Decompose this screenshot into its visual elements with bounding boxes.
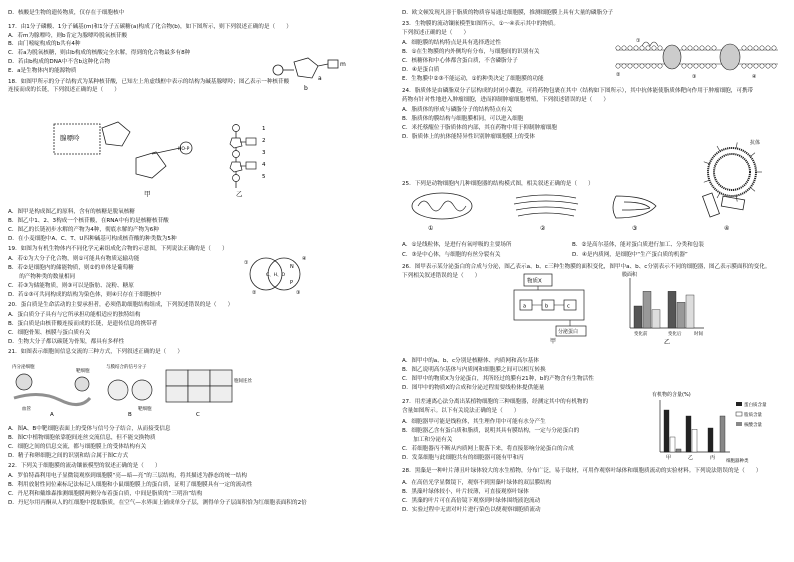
legend-lipid: 脂质含量 — [744, 413, 762, 418]
text-line: 药物有针对性地进入肿瘤细胞，进而抑制肿瘤细胞增殖，下列叙述错误的是（ ） — [402, 97, 609, 103]
target-label-a: 靶细胞 — [76, 369, 90, 374]
phospholipid-head — [682, 46, 686, 50]
phospholipid-head — [634, 64, 638, 68]
venn-r1: ① — [244, 260, 249, 266]
text-line: A．罗伯特森利用电子显微镜观察到细胞膜“亮—暗—亮”的三层结构，将其描述为静态的统一结构 — [8, 473, 247, 479]
text-line: A．若m为腺嘌呤，则b肯定为腺嘌呤脱氧核苷酸 — [8, 33, 128, 39]
plant-cells — [166, 370, 232, 402]
bar-1-1 — [692, 429, 697, 452]
chart27-ylabel: 有机物的含量(%) — [652, 392, 691, 398]
text-line: B．图乙中1、2、3构成一个核苷酸，在RNA中有的是核糖核苷酸 — [8, 218, 169, 224]
plasmodesmata-label: 胞间连丝 — [234, 379, 252, 384]
text-line: E．a是生物体内的能源物质 — [8, 68, 77, 74]
antibody-mark — [717, 146, 720, 151]
phospholipid-head — [712, 64, 716, 68]
organelle-1: ① — [428, 225, 434, 232]
vessel-label: 血管 — [22, 407, 31, 412]
text-line: C．若a为脱氧核糖，则由b构成的核酸完全水解，得到的化合物最多有8种 — [8, 50, 191, 56]
text-line: D．发菜细胞与此细胞共有的细胞器可能有甲和丙 — [402, 455, 524, 461]
phospholipid-head — [748, 46, 752, 50]
text-line: D．若①③可共同构成的结构为染色体，则④只存在于细胞核中 — [8, 292, 162, 298]
phospholipid-head — [760, 46, 764, 50]
phospholipid-head — [652, 46, 656, 50]
phospholipid-head — [640, 46, 644, 50]
legend-protein-swatch — [736, 402, 742, 406]
phospholipid-head — [616, 64, 620, 68]
bar-1-2 — [686, 295, 694, 328]
flow-b: b — [545, 303, 549, 310]
chart27-tick2: 乙 — [688, 455, 694, 461]
phospholipid-head — [706, 46, 710, 50]
flow-a: a — [523, 303, 527, 310]
text-line: B．图C中植物细胞依靠胞间连丝交流信息，但不能交换物质 — [8, 435, 156, 441]
chart26-ylabel: 膜面积 — [622, 272, 638, 278]
membrane-area-chart — [620, 270, 710, 346]
substance-x: 物质X — [527, 278, 542, 285]
phospholipid-head — [748, 64, 752, 68]
text-line: A．图甲中的a、b、c分别是核糖体、内质网和高尔基体 — [402, 358, 539, 364]
text-line: A．细胞膜的结构特点是具有选择透过性 — [402, 40, 501, 46]
phospholipid-head — [742, 64, 746, 68]
text-line: B．利用放射性同位素标记法标记人细胞和小鼠细胞膜上的蛋白质，证明了细胞膜具有一定的流动性 — [8, 482, 253, 488]
text-line: A．细胞器甲可能是线粒体，其生理作用中可能有水分产生 — [402, 419, 546, 425]
phospholipid-head — [616, 46, 620, 50]
phospholipid-head — [622, 46, 626, 50]
bar-0-2 — [676, 449, 681, 452]
bar-2-2 — [720, 416, 725, 452]
organelles-figure — [406, 190, 776, 234]
bar-1-0 — [668, 291, 676, 328]
element-venn-figure — [240, 250, 310, 298]
label-A: A — [50, 412, 54, 418]
phospholipid-head — [646, 46, 650, 50]
text-line: 24．脂质体是由磷脂双分子层构成的封闭小囊泡，可将药物包裹在其中（结构如下图所示），其中抗体能使脂质体靶向作用于肿瘤细胞，可携带 — [402, 88, 754, 94]
text-line: 的产物种类的数量相同 — [8, 274, 76, 280]
venn-r3: ③ — [296, 290, 301, 296]
text-line: D．脂质体上的抗体能特异性识别肿瘤细胞膜上的受体 — [402, 134, 535, 140]
legend-lipid-swatch — [736, 412, 742, 416]
text-line: 20．蛋白质是生命活动的主要承担者，必须借助细胞结构组成，下列叙述错误的是（ ） — [8, 302, 234, 308]
phospholipid-head — [700, 46, 704, 50]
label-jia: 甲 — [144, 190, 151, 198]
phospholipid-head — [652, 64, 656, 68]
secreted-protein: 分泌蛋白 — [558, 329, 579, 335]
chart26-tick1: 变化前 — [634, 332, 648, 337]
venn-p: P — [290, 280, 294, 286]
chain-n4: 4 — [262, 162, 266, 168]
cell-signal-figure — [10, 362, 250, 418]
text-line: A．①是线粒体，是进行有氧呼吸的主要场所 — [402, 242, 512, 248]
text-line: B．黑藻叶绿体较小，叶片较薄，可直接观察叶绿体 — [402, 489, 529, 495]
text-line: D．在小麦细胞中A、C、T、U四种碱基可构成核苷酸的种类数为5种 — [8, 236, 177, 242]
phospholipid-head — [772, 64, 776, 68]
venn-cho: C、H、O — [266, 273, 286, 278]
text-line: A．蛋白质分子具有与它所承担功能相适应的独特结构 — [8, 312, 141, 318]
text-line: 26．图甲表示某分泌蛋白的合成与分泌，图乙表示a、b、c三种生物膜的面积变化，图甲中a、b、c分别表示不同的细胞器，图乙表示膜面积的变化。 — [402, 264, 771, 270]
phospholipid-head — [766, 46, 770, 50]
venn-n: N — [290, 264, 294, 270]
organic-content-chart — [650, 390, 790, 464]
text-line: C．核糖体和中心体都含蛋白质，不含磷脂分子 — [402, 58, 518, 64]
membrane-n1: ① — [636, 38, 641, 44]
phospholipid-head — [712, 46, 716, 50]
text-line: 19．如图为有机生物体内不同化学元素组成化合物的示意图，下列说法正确的是（ ） — [8, 246, 228, 252]
endocrine-label: 内分泌细胞 — [12, 365, 35, 370]
chart26-xlabel: 时间 — [694, 332, 703, 337]
text-line: 27．用差速离心法分离出某植物细胞的三种细胞器，经测定其中的有机物的 — [402, 399, 589, 405]
text-line: D．丹尼尔用丙酮从人的红细胞中提取脂质，在空气—水界面上铺成单分子层，测得单分子层面积恰为红细胞表面积的2倍 — [8, 500, 307, 506]
legend-nucleic: 核酸含量 — [744, 423, 762, 428]
svg-text:HO-P: HO-P — [178, 147, 190, 152]
phospholipid-head — [760, 64, 764, 68]
phospholipid-head — [628, 46, 632, 50]
text-line: A．图A、B中靶细胞表面上的受体与信号分子结合，从而接受信息 — [8, 426, 171, 432]
phospholipid-head — [658, 46, 662, 50]
phospholipid-head — [706, 64, 710, 68]
text-line: D．④是蛋白质 — [402, 67, 440, 73]
antibody-mark — [750, 153, 755, 157]
phospholipid-head — [688, 64, 692, 68]
label-C: C — [196, 412, 200, 418]
label-m: m — [340, 61, 346, 68]
text-line: B．②是高尔基体，能对蛋白质进行加工、分类和包装 — [572, 242, 704, 248]
bar-0-1 — [643, 291, 651, 328]
text-line: B．图乙说明高尔基体与内质网和细胞膜之间可以相互转换 — [402, 367, 546, 373]
text-line: C．图甲中的物质X为分泌蛋白，其所经过的膜有21种，b的产物含有生物活性 — [402, 376, 594, 382]
bar-0-1 — [670, 437, 675, 452]
text-line: D．生物大分子都以碳链为骨架，都具有多样性 — [8, 339, 125, 345]
text-line: C．米托蔡醌位于脂质体的内部，其在药物中用于抑制肿瘤细胞 — [402, 125, 557, 131]
phospholipid-head — [634, 46, 638, 50]
organelle-2: ② — [540, 225, 546, 232]
legend-protein: 蛋白质含量 — [744, 403, 767, 408]
chart26-tick2: 变化后 — [668, 332, 682, 337]
text-line: 28．黑藻是一种叶片薄且叶绿体较大的水生植物，分布广泛，易于取材，可用作观察叶绿体和细胞质流动的实验材料。下列说法错误的是（ ） — [402, 468, 762, 474]
text-line: 下列叙述正确的是（ ） — [402, 30, 470, 36]
phospholipid-head — [694, 46, 698, 50]
text-line: 下列相关叙述错误的是（ ） — [402, 273, 481, 279]
text-line: C．细胞骨架、核膜与蛋白质有关 — [8, 330, 91, 336]
text-line: C．③是中心体，与细胞的有丝分裂有关 — [402, 252, 501, 258]
legend-nucleic-swatch — [736, 422, 742, 426]
text-line: B．脂质体的膜结构与细胞膜相同，可以进入细胞 — [402, 116, 524, 122]
organelle-3: ③ — [632, 225, 638, 232]
text-line: A．在高倍光学显微镜下，观察不到黑藻叶绿体的双层膜结构 — [402, 480, 552, 486]
chain-n1: 1 — [262, 126, 266, 132]
phospholipid-head — [772, 46, 776, 50]
organelle-4: ④ — [724, 225, 730, 232]
text-line: C．若细胞器丙不断从内质网上脱落下来，将直接影响分泌蛋白的合成 — [402, 446, 574, 452]
text-line: B．由门嘧啶构成的b共有4种 — [8, 41, 81, 47]
phospholipid-head — [640, 64, 644, 68]
text-line: C．细胞之间的信息交流，都与细胞膜上的受体结构有关 — [8, 444, 147, 450]
text-line: 25．下列是动物细胞内几种细胞器的结构模式图，相关叙述正确的是（ ） — [402, 181, 594, 187]
phospholipid-head — [754, 64, 758, 68]
text-line: 22．下列关于细胞膜的流动镶嵌模型的叙述正确的是（ ） — [8, 463, 161, 469]
phospholipid-head — [628, 64, 632, 68]
phospholipid-head — [622, 64, 626, 68]
membrane-model-figure — [612, 34, 782, 80]
flow-c: c — [567, 303, 570, 310]
text-line: B．细胞器乙含有蛋白质和脂质，说明其具有膜结构，一定与分泌蛋白的 — [402, 428, 580, 434]
membrane-signal-label: 与膜结合的信号分子 — [106, 365, 147, 370]
text-line: D．④是内质网，是细胞中“生产蛋白质的机器” — [572, 252, 688, 258]
text-line: D．精子和卵细胞之间的识别和结合属于图C方式 — [8, 453, 129, 459]
label-B: B — [128, 412, 132, 418]
text-line: 23．生物膜的流动镶嵌模型如图所示，①～④表示其中的物质。 — [402, 21, 559, 27]
text-line: D．实验过程中无需对叶片进行染色以便观察细胞质流动 — [402, 507, 541, 513]
text-line: 连接而成的长链，下列叙述正确的是（ ） — [8, 87, 120, 93]
text-line: D．核酸是生物的遗传物质，仅存在于细胞核中 — [8, 10, 125, 16]
flow-label-jia: 甲 — [550, 338, 557, 345]
bar-1-1 — [677, 302, 685, 328]
bar-0-2 — [652, 310, 660, 328]
text-line: C．丹尼利和戴维森推测细胞膜两侧分布着蛋白质，中间是脂质的“三明治”结构 — [8, 491, 203, 497]
nucleotide-figure — [268, 52, 348, 92]
bar-0-0 — [634, 306, 642, 328]
text-line: B．若②是细胞内的储能物质，则②的单体是葡萄糖 — [8, 265, 134, 271]
text-line: D．若由b构成的DNA中不含b这种化合物 — [8, 59, 111, 65]
chain-n2: 2 — [262, 138, 266, 144]
phospholipid-head — [742, 46, 746, 50]
bar-0-0 — [664, 410, 669, 452]
text-line: A．若①为大分子化合物，则①可能具有物质运输功能 — [8, 256, 140, 262]
phospholipid-head — [700, 64, 704, 68]
secretion-flow-figure — [510, 272, 610, 344]
nucleotide-chain-figure — [40, 118, 300, 200]
phospholipid-head — [766, 64, 770, 68]
chart27-tick3: 丙 — [710, 455, 716, 461]
base-label: 腺嘌呤 — [60, 134, 80, 142]
antibody-mark — [704, 180, 710, 182]
bar-2-0 — [708, 428, 713, 452]
text-line: C．若③为储能物质，则③可以是脂肪、淀粉、糖原 — [8, 283, 134, 289]
target-label-b: 靶细胞 — [138, 407, 152, 412]
venn-r4: ④ — [302, 256, 307, 262]
text-line: B．①在生物膜的内外侧均有分布，与细胞间的识别有关 — [402, 49, 540, 55]
chart27-tick1: 甲 — [666, 455, 672, 461]
chart27-xlabel: 细胞器种类 — [726, 459, 749, 464]
text-line: D．欧文顿发现凡溶于脂质的物质容易通过细胞膜，推测细胞膜上具有大量的磷脂分子 — [402, 10, 614, 16]
phospholipid-head — [646, 64, 650, 68]
text-line: 21．如图表示细胞间信息交流的三种方式，下列叙述正确的是（ ） — [8, 349, 183, 355]
text-line: C．图乙的长链初步水解的产物为4种，彻底水解的产物为6种 — [8, 227, 159, 233]
text-line: B．蛋白质是由核苷酸连接而成的长链，是遗传信息的携带者 — [8, 321, 158, 327]
text-line: C．黑藻的叶片可在高倍镜下观察到叶绿体围绕液泡流动 — [402, 498, 541, 504]
chain-yi — [230, 124, 266, 188]
text-line: A．脂质体的形成与磷脂分子的结构特点有关 — [402, 107, 513, 113]
chain-n3: 3 — [262, 150, 266, 156]
text-line: 含量如图所示。以下有关说法正确的是（ ） — [402, 408, 520, 414]
label-b: b — [304, 85, 308, 92]
venn-r2: ② — [252, 290, 257, 296]
label-yi: 乙 — [236, 190, 243, 198]
text-line: 18．如图甲所示的分子结构式为某种核苷酸，已知左上角虚线框中表示的结构为碱基腺嘌呤；图乙表示一种核苷酸 — [8, 79, 290, 85]
phospholipid-head — [658, 64, 662, 68]
membrane-n4: ④ — [752, 74, 757, 80]
chain-n5: 5 — [262, 174, 266, 180]
phospholipid-head — [754, 46, 758, 50]
text-line: 加工和分泌有关 — [402, 437, 453, 443]
text-line: A．图甲是构成图乙的原料，含有的核糖是脱氧核糖 — [8, 209, 135, 215]
bar-1-0 — [686, 416, 691, 452]
phospholipid-head — [688, 46, 692, 50]
antibody-label: 抗体 — [750, 140, 761, 146]
phospholipid-head — [682, 64, 686, 68]
text-line: 17．由1分子磷酸、1分子碱基(m)和1分子五碳糖(a)构成了化合物(b)，如下图所示，则下列叙述正确的是（ ） — [8, 24, 292, 30]
chart26-label-yi: 乙 — [664, 339, 671, 346]
text-line: D．图甲中的物质X的合成和分泌过程需要线粒体提供能量 — [402, 385, 545, 391]
antibody-mark — [704, 162, 710, 164]
membrane-n2: ② — [616, 72, 621, 78]
membrane-n3: ③ — [692, 74, 697, 80]
text-line: E．生物膜中②③不能运动，①的种类决定了细胞膜的功能 — [402, 76, 544, 82]
label-a: a — [318, 75, 322, 82]
phospholipid-head — [694, 64, 698, 68]
